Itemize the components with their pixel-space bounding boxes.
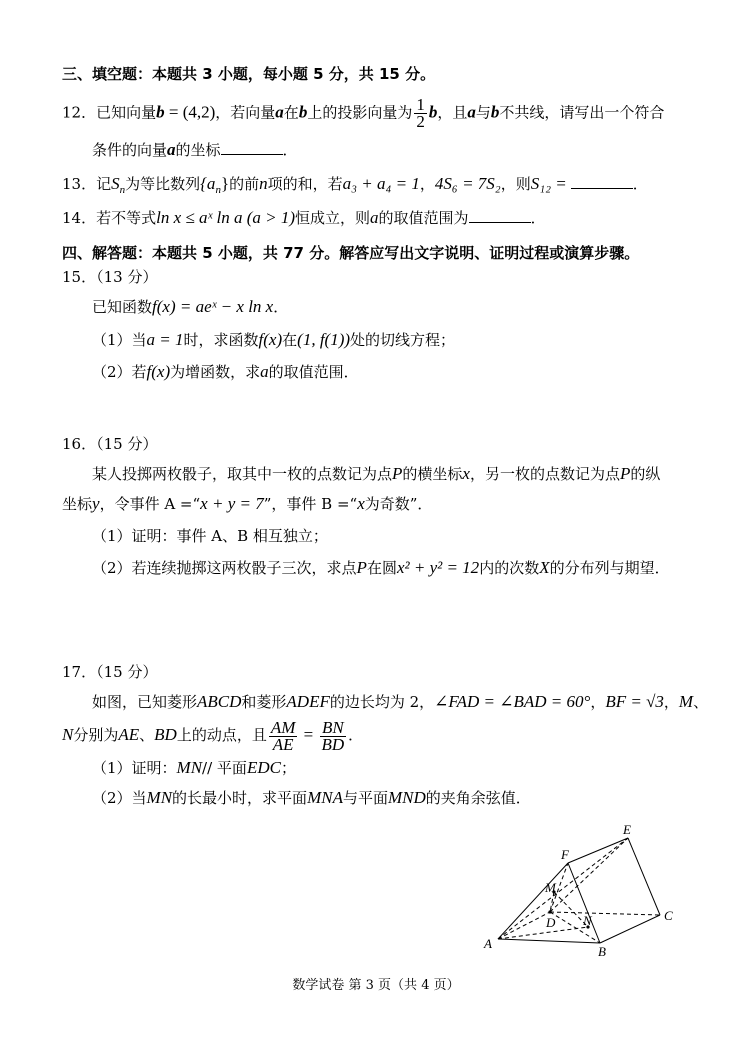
section-3-heading: 三、填空题：本题共 3 小题，每小题 5 分，共 15 分。	[62, 65, 436, 83]
edge-db	[550, 912, 600, 943]
ratio-fraction-bn-bd: $\frac{BN}{BD}$	[321, 717, 345, 754]
page-footer: 数学试卷 第 3 页（共 4 页）	[292, 978, 460, 993]
question-16-part-1: （1）证明：事件 A、B 相互独立；	[92, 527, 328, 545]
label-a: A	[484, 936, 492, 951]
question-17-line-2: N分别为AE、BD上的动点，且 $\frac{AM}{AE}$ = $\frac{BN}{BD}$ ．	[62, 717, 364, 754]
question-17-number: 17．（15 分）	[62, 663, 158, 681]
edge-ad	[498, 912, 550, 939]
answer-blank-12[interactable]	[221, 140, 283, 155]
vector-b: b	[156, 102, 165, 122]
projection-fraction: $\frac{1}{2}$	[416, 95, 425, 131]
edge-af	[498, 863, 568, 939]
point-d	[548, 910, 551, 913]
question-14: 14．若不等式ln x ≤ aˣ ln a (a > 1)恒成立，则a的取值范围为 ．	[62, 208, 546, 227]
label-f: F	[561, 847, 569, 862]
question-15-part-2: （2）若f(x)为增函数，求a的取值范围．	[92, 362, 359, 381]
question-16-line-2: 坐标y，令事件 A =“x + y = 7”，事件 B =“x为奇数”．	[62, 494, 433, 513]
label-c: C	[664, 908, 673, 923]
question-12-line-2: 条件的向量a的坐标 ．	[92, 140, 298, 159]
geometry-figure	[470, 815, 690, 965]
edge-fb	[568, 863, 600, 943]
question-15-number: 15．（13 分）	[62, 268, 158, 286]
edge-ec	[628, 838, 660, 915]
section-4-heading: 四、解答题：本题共 5 小题，共 77 分。解答应写出文字说明、证明过程或演算步骤。	[62, 244, 640, 262]
question-12-number: 12．	[62, 103, 97, 122]
label-m: M	[545, 880, 556, 895]
question-16-part-2: （2）若连续抛掷这两枚骰子三次，求点P在圆x² + y² = 12内的次数X的分布列与期望．	[92, 558, 670, 577]
question-12-line-1: 12．已知向量b = (4,2)，若向量a在b上的投影向量为 $\frac{1}{2}$ b，且a与b不共线，请写出一个符合	[62, 95, 665, 131]
label-b: B	[598, 944, 606, 959]
question-17-part-1: （1）证明：MN// 平面EDC；	[92, 758, 296, 777]
label-n: N	[583, 913, 592, 928]
label-e: E	[623, 822, 631, 837]
answer-blank-14[interactable]	[469, 208, 531, 223]
question-13-number: 13．	[62, 175, 97, 193]
edge-dc	[550, 912, 660, 915]
question-14-number: 14．	[62, 209, 97, 227]
answer-blank-13[interactable]	[571, 174, 633, 189]
label-d: D	[546, 915, 556, 930]
edge-ab	[498, 939, 600, 943]
question-16-line-1: 某人投掷两枚骰子，取其中一枚的点数记为点P的横坐标x，另一枚的点数记为点P的纵	[92, 464, 661, 483]
question-15-intro: 已知函数f(x) = aeˣ − x ln x．	[92, 297, 289, 316]
vector-a: a	[275, 102, 284, 122]
edge-cb	[600, 915, 660, 943]
question-13: 13．记$S_n$为等比数列$\{a_n\}$的前n项的和，若a₃ + a₄ = 1，4S₆ = 7S₂，则S₁₂ = ．	[62, 174, 648, 196]
edge-fe	[568, 838, 628, 863]
question-16-number: 16．（15 分）	[62, 435, 158, 453]
question-17-line-1: 如图，已知菱形ABCD和菱形ADEF的边长均为 2，∠FAD = ∠BAD = 60°，BF = √3，M、	[92, 692, 709, 711]
question-17-part-2: （2）当MN的长最小时，求平面MNA与平面MND的夹角余弦值．	[92, 788, 531, 807]
question-15-part-1: （1）当a = 1时，求函数f(x)在(1, f(1))处的切线方程；	[92, 330, 456, 349]
ratio-fraction-am-ae: $\frac{AM}{AE}$	[270, 717, 296, 754]
